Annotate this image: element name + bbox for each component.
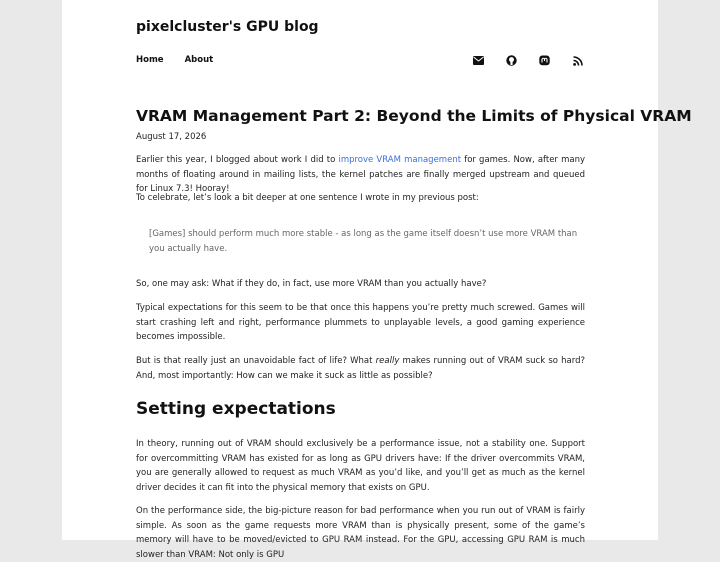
paragraph-text: Earlier this year, I blogged about work I did to xyxy=(136,155,339,165)
paragraph-text: makes running out of VRAM suck so hard? And, most importantly: How can we make it suck as little as possible? xyxy=(136,356,585,381)
page-container xyxy=(62,0,692,560)
post-title: VRAM Management Part 2: Beyond the Limits of Physical VRAM xyxy=(136,107,692,125)
social-links xyxy=(472,54,584,67)
nav-about-link[interactable]: About xyxy=(184,55,214,65)
paragraph-performance: On the performance side, the big-picture reason for bad performance when you run out of VRAM is fairly simple. As soon as the game requests more VRAM than is physically present, some of the game’s memory will have to be moved/evicted to GPU RAM instead. For the GPU, accessing GPU RAM is much slower than VRAM: Not only is GPU xyxy=(136,506,585,560)
paragraph-question: So, one may ask: What if they do, in fact, use more VRAM than you actually have? xyxy=(136,279,487,289)
paragraph-expectations: Typical expectations for this seem to be that once this happens you’re pretty much screwed. Games will start crashing left and right, performance plummets to unplayable levels, a good gaming experience becomes impossible. xyxy=(136,303,585,342)
paragraph-text: for games. Now, after many months of floating around in mailing lists, the kernel patches are finally merged upstream and queued for Linux 7.3! Hooray! xyxy=(136,155,585,194)
paragraph-unavoidable xyxy=(136,354,585,383)
blockquote: [Games] should perform much more stable - as long as the game itself doesn’t use more VRAM than you actually have. xyxy=(149,229,578,254)
paragraph-celebrate: To celebrate, let’s look a bit deeper at one sentence I wrote in my previous post: xyxy=(136,193,479,203)
paragraph-theory: In theory, running out of VRAM should exclusively be a performance issue, not a stability one. Support for overcommitting VRAM has existed for as long as GPU drivers have: If the driver overcommits VRAM, you are generally allowed to request as much VRAM as you’d like, and you’ll get as much as the kernel driver decides it can fit into the physical memory that exists on GPU. xyxy=(136,439,585,493)
post-date: August 17, 2026 xyxy=(136,132,207,142)
paragraph-text: But is that really just an unavoidable fact of life? What xyxy=(136,356,376,366)
rss-icon[interactable] xyxy=(571,54,584,67)
github-icon[interactable] xyxy=(505,54,518,67)
mail-icon[interactable] xyxy=(472,54,485,67)
paragraph-intro xyxy=(136,153,585,197)
section-heading: Setting expectations xyxy=(136,399,336,419)
improve-vram-management-link[interactable]: improve VRAM management xyxy=(338,155,462,165)
nav-home-link[interactable]: Home xyxy=(136,55,164,65)
main-nav xyxy=(136,55,213,65)
site-title[interactable]: pixelcluster's GPU blog xyxy=(136,19,319,35)
emphasis-text: really xyxy=(375,356,400,366)
mastodon-icon[interactable] xyxy=(538,54,551,67)
